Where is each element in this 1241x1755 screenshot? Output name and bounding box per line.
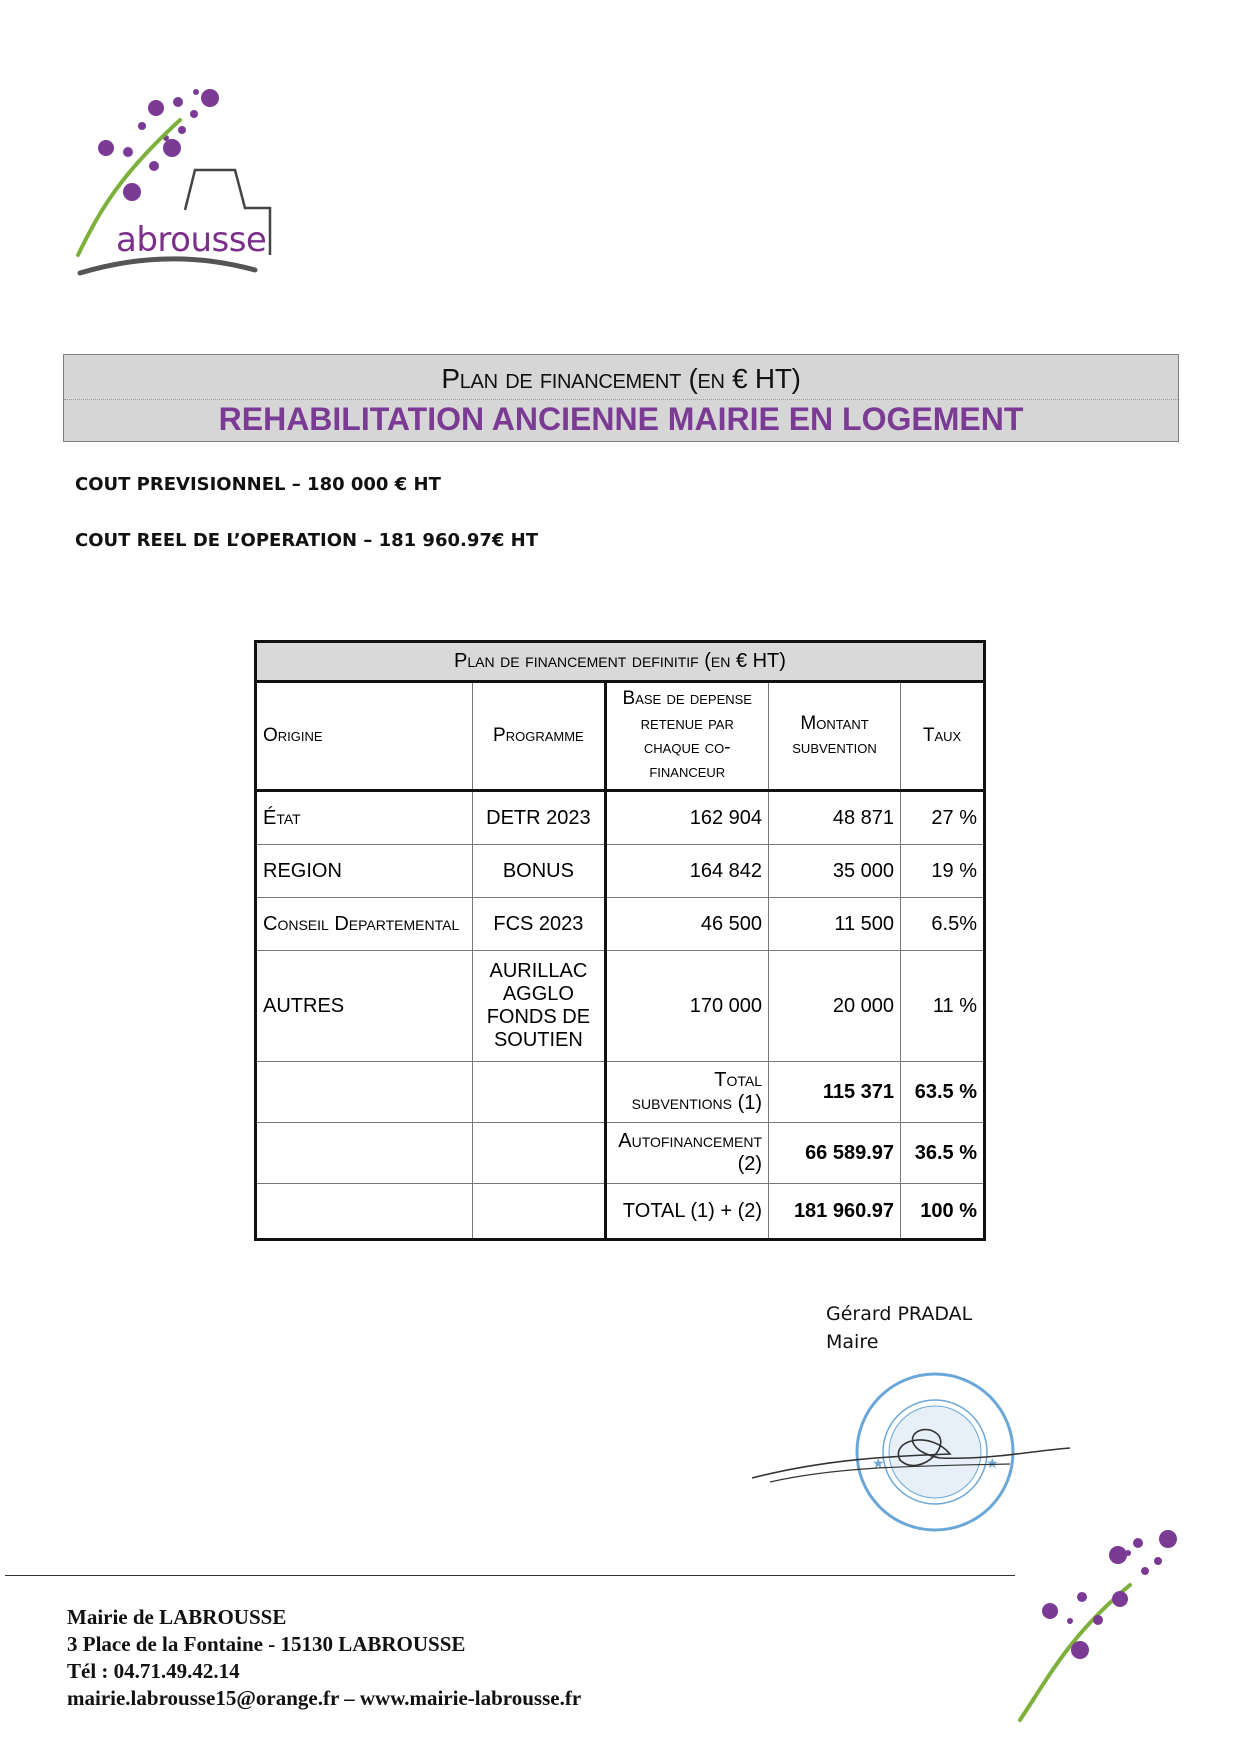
- mairie-stamp-icon: [750, 1370, 1080, 1550]
- signatory: [826, 1300, 972, 1356]
- grand-total-taux: 100 %: [901, 1184, 985, 1240]
- cell-base: 46 500: [605, 898, 769, 951]
- total-subventions-montant: 115 371: [769, 1062, 901, 1123]
- table-row: [256, 791, 985, 845]
- official-stamp: [750, 1370, 1080, 1550]
- cell-empty: [256, 1184, 473, 1240]
- title-banner: [63, 354, 1179, 442]
- total-subventions-label: Total subventions (1): [605, 1062, 769, 1123]
- footer-divider: [5, 1575, 1015, 1576]
- total-subventions-row: [256, 1062, 985, 1123]
- footer-line-3: Tél : 04.71.49.42.14: [67, 1659, 240, 1683]
- footer-logo: [1010, 1525, 1190, 1725]
- cell-programme: AURILLAC AGGLO FONDS DE SOUTIEN: [473, 951, 605, 1062]
- footer-line-4: mairie.labrousse15@orange.fr – www.mairie-labrousse.fr: [67, 1686, 582, 1710]
- table-caption: Plan de financement definitif (en € HT): [256, 642, 985, 682]
- grand-total-label: TOTAL (1) + (2): [605, 1184, 769, 1240]
- cell-base: 162 904: [605, 791, 769, 845]
- labrousse-logo: [70, 80, 290, 290]
- cell-origine: AUTRES: [256, 951, 473, 1062]
- grand-total-montant: 181 960.97: [769, 1184, 901, 1240]
- header-origine: Origine: [256, 682, 473, 791]
- banner-title: Plan de financement (en € HT): [441, 363, 801, 394]
- cell-montant: 35 000: [769, 845, 901, 898]
- banner-subtitle: REHABILITATION ANCIENNE MAIRIE EN LOGEMENT: [218, 401, 1024, 437]
- svg-text:★: ★: [986, 1456, 999, 1472]
- cell-montant: 48 871: [769, 791, 901, 845]
- grand-total-row: [256, 1184, 985, 1240]
- cell-programme: FCS 2023: [473, 898, 605, 951]
- financing-table: [254, 640, 986, 1241]
- cell-empty: [256, 1123, 473, 1184]
- cell-empty: [473, 1123, 605, 1184]
- cell-base: 164 842: [605, 845, 769, 898]
- cell-empty: [256, 1062, 473, 1123]
- autofinancement-row: [256, 1123, 985, 1184]
- logo-wordmark: abrousse: [116, 220, 267, 260]
- header-base: Base de depense retenue par chaque co-financeur: [605, 682, 769, 791]
- header-programme: Programme: [473, 682, 605, 791]
- signatory-name: Gérard PRADAL: [826, 1303, 973, 1325]
- header-taux: Taux: [901, 682, 985, 791]
- cell-origine: Conseil Departemental: [256, 898, 473, 951]
- table-caption-row: [256, 642, 985, 682]
- autofinancement-taux: 36.5 %: [901, 1123, 985, 1184]
- cell-montant: 20 000: [769, 951, 901, 1062]
- banner-divider: [64, 399, 1178, 400]
- header-montant: Montant subvention: [769, 682, 901, 791]
- table-header-row: [256, 682, 985, 791]
- autofinancement-montant: 66 589.97: [769, 1123, 901, 1184]
- cost-previsionnel: COUT PREVISIONNEL – 180 000 € HT: [75, 474, 441, 495]
- signatory-role: Maire: [826, 1331, 879, 1353]
- cell-origine: REGION: [256, 845, 473, 898]
- cell-taux: 6.5%: [901, 898, 985, 951]
- table-row: [256, 951, 985, 1062]
- cell-taux: 27 %: [901, 791, 985, 845]
- cell-montant: 11 500: [769, 898, 901, 951]
- footer-line-1: Mairie de LABROUSSE: [67, 1605, 287, 1629]
- table-row: [256, 845, 985, 898]
- footer-line-2: 3 Place de la Fontaine - 15130 LABROUSSE: [67, 1632, 466, 1656]
- cell-taux: 19 %: [901, 845, 985, 898]
- total-subventions-taux: 63.5 %: [901, 1062, 985, 1123]
- cell-base: 170 000: [605, 951, 769, 1062]
- grape-branch-icon: [1010, 1525, 1190, 1725]
- cell-empty: [473, 1184, 605, 1240]
- svg-text:★: ★: [872, 1456, 885, 1472]
- cell-origine: État: [256, 791, 473, 845]
- cell-programme: DETR 2023: [473, 791, 605, 845]
- footer-address: [67, 1604, 581, 1712]
- cell-empty: [473, 1062, 605, 1123]
- table-row: [256, 898, 985, 951]
- cost-reel: COUT REEL DE L’OPERATION – 181 960.97€ HT: [75, 530, 539, 551]
- cell-programme: BONUS: [473, 845, 605, 898]
- cell-taux: 11 %: [901, 951, 985, 1062]
- autofinancement-label: Autofinancement (2): [605, 1123, 769, 1184]
